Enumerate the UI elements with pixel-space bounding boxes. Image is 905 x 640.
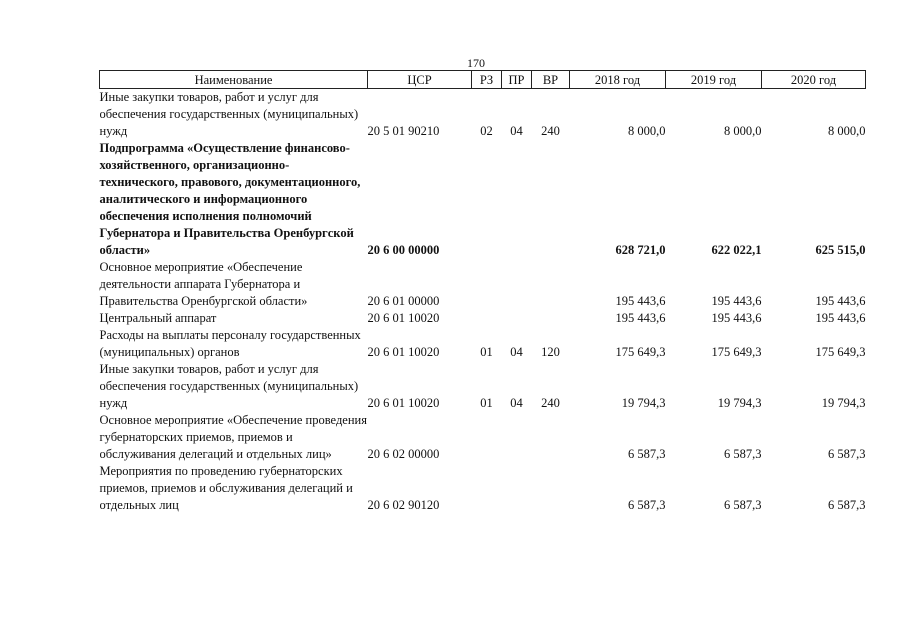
table-row bbox=[100, 89, 866, 141]
row-2019: 6 587,3 bbox=[724, 447, 762, 461]
row-name: Мероприятия по проведению губернаторских приемов, приемов и обслуживания делегаций и отдельных лиц bbox=[99, 464, 353, 512]
table-row bbox=[100, 310, 866, 327]
row-2020: 175 649,3 bbox=[815, 345, 866, 359]
row-rz: 01 bbox=[480, 345, 493, 359]
header-csr: ЦСР bbox=[368, 71, 472, 89]
row-pr: 04 bbox=[510, 396, 523, 410]
table-row bbox=[100, 361, 866, 412]
row-rz: 02 bbox=[480, 124, 493, 138]
row-2019: 8 000,0 bbox=[724, 124, 762, 138]
row-2018: 6 587,3 bbox=[628, 447, 666, 461]
header-2020: 2020 год bbox=[762, 71, 866, 89]
row-rz bbox=[472, 310, 502, 327]
row-pr bbox=[502, 463, 532, 514]
row-2019: 622 022,1 bbox=[711, 243, 762, 257]
row-2019: 175 649,3 bbox=[711, 345, 762, 359]
row-2019: 195 443,6 bbox=[711, 294, 762, 308]
row-name: Основное мероприятие «Обеспечение деятельности аппарата Губернатора и Правительства Оренбургской области» bbox=[99, 260, 308, 308]
header-vr: ВР bbox=[532, 71, 570, 89]
row-2020: 195 443,6 bbox=[815, 311, 866, 325]
header-pr: ПР bbox=[502, 71, 532, 89]
row-2020: 6 587,3 bbox=[828, 447, 866, 461]
table-row bbox=[100, 259, 866, 310]
row-2020: 19 794,3 bbox=[821, 396, 866, 410]
row-pr bbox=[502, 412, 532, 463]
row-pr: 04 bbox=[510, 345, 523, 359]
row-csr: 20 6 01 10020 bbox=[367, 345, 440, 359]
row-vr: 240 bbox=[541, 396, 560, 410]
row-2018: 628 721,0 bbox=[615, 243, 666, 257]
row-2020: 195 443,6 bbox=[815, 294, 866, 308]
row-2019: 195 443,6 bbox=[711, 311, 762, 325]
row-csr: 20 5 01 90210 bbox=[367, 124, 440, 138]
row-2020: 625 515,0 bbox=[815, 243, 866, 257]
row-vr bbox=[532, 412, 570, 463]
row-name: Расходы на выплаты персоналу государственных (муниципальных) органов bbox=[99, 328, 361, 359]
row-pr bbox=[502, 140, 532, 259]
row-2018: 175 649,3 bbox=[615, 345, 666, 359]
row-name: Подпрограмма «Осуществление финансово-хозяйственного, организационно-технического, правового, документационного, аналитического и информационного обеспечения исполнения полномочий Губернатора и Правительства Оренбургской области» bbox=[99, 141, 361, 257]
row-2018: 8 000,0 bbox=[628, 124, 666, 138]
row-rz bbox=[472, 259, 502, 310]
row-rz bbox=[472, 463, 502, 514]
row-vr: 240 bbox=[541, 124, 560, 138]
row-name: Центральный аппарат bbox=[99, 311, 217, 325]
header-name: Наименование bbox=[100, 71, 368, 89]
row-pr bbox=[502, 259, 532, 310]
row-name: Иные закупки товаров, работ и услуг для обеспечения государственных (муниципальных) нужд bbox=[99, 362, 359, 410]
header-2019: 2019 год bbox=[666, 71, 762, 89]
row-2020: 8 000,0 bbox=[828, 124, 866, 138]
row-2019: 19 794,3 bbox=[717, 396, 762, 410]
row-2018: 19 794,3 bbox=[621, 396, 666, 410]
table-row bbox=[100, 463, 866, 514]
row-vr bbox=[532, 310, 570, 327]
table-header-row bbox=[100, 71, 866, 89]
row-name: Иные закупки товаров, работ и услуг для обеспечения государственных (муниципальных) нужд bbox=[99, 90, 359, 138]
row-vr bbox=[532, 140, 570, 259]
row-csr: 20 6 01 10020 bbox=[367, 311, 440, 325]
header-rz: РЗ bbox=[472, 71, 502, 89]
row-2018: 6 587,3 bbox=[628, 498, 666, 512]
row-csr: 20 6 01 00000 bbox=[367, 294, 440, 308]
row-pr: 04 bbox=[510, 124, 523, 138]
budget-table bbox=[99, 70, 866, 514]
row-csr: 20 6 00 00000 bbox=[367, 243, 440, 257]
row-2020: 6 587,3 bbox=[828, 498, 866, 512]
row-csr: 20 6 01 10020 bbox=[367, 396, 440, 410]
table-row bbox=[100, 140, 866, 259]
row-rz bbox=[472, 140, 502, 259]
row-rz: 01 bbox=[480, 396, 493, 410]
row-2019: 6 587,3 bbox=[724, 498, 762, 512]
row-vr bbox=[532, 259, 570, 310]
row-2018: 195 443,6 bbox=[615, 294, 666, 308]
row-name: Основное мероприятие «Обеспечение проведения губернаторских приемов, приемов и обслуживания делегаций и отдельных лиц» bbox=[99, 413, 367, 461]
row-csr: 20 6 02 00000 bbox=[367, 447, 440, 461]
row-rz bbox=[472, 412, 502, 463]
table-row bbox=[100, 412, 866, 463]
page-number: 170 bbox=[467, 56, 485, 70]
header-2018: 2018 год bbox=[570, 71, 666, 89]
row-csr: 20 6 02 90120 bbox=[367, 498, 440, 512]
table-row bbox=[100, 327, 866, 361]
row-pr bbox=[502, 310, 532, 327]
row-vr: 120 bbox=[541, 345, 560, 359]
row-2018: 195 443,6 bbox=[615, 311, 666, 325]
row-vr bbox=[532, 463, 570, 514]
